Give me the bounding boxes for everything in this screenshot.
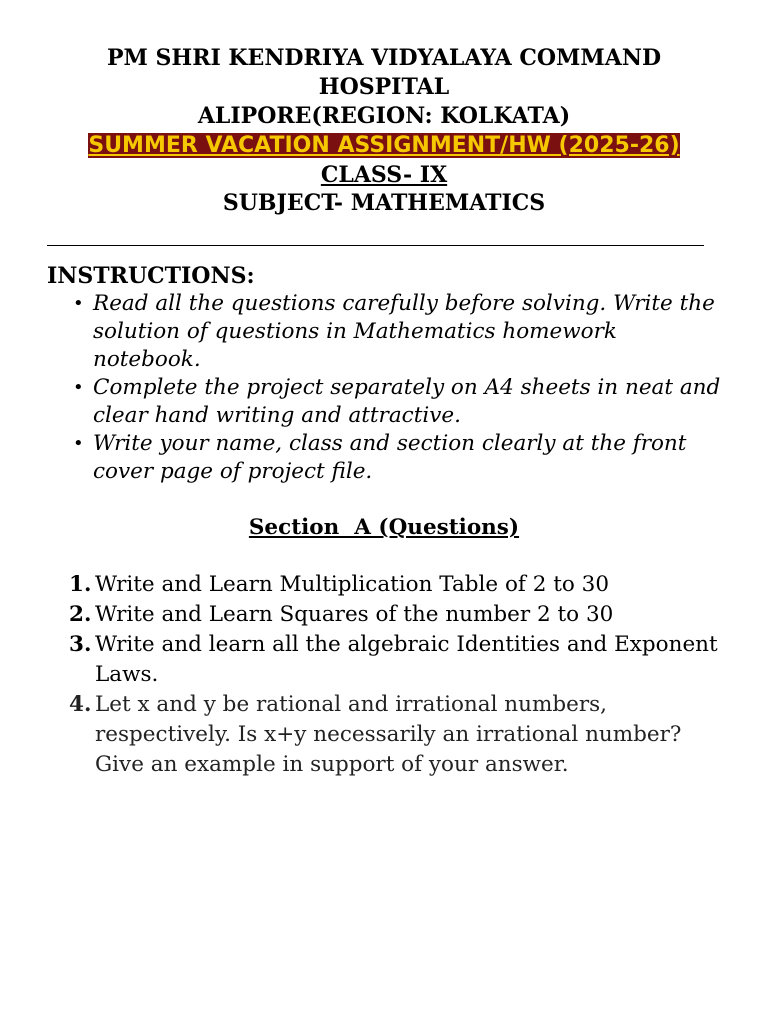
question-item bbox=[69, 570, 728, 600]
question-text: Let x and y be rational and irrational numbers, respectively. Is x+y necessarily an irrational number? Give an example in support of your answer. bbox=[95, 692, 682, 777]
subject-label: SUBJECT- MATHEMATICS bbox=[222, 190, 546, 216]
question-number: 1. bbox=[69, 572, 92, 597]
question-item bbox=[69, 690, 728, 780]
document-header bbox=[0, 0, 768, 217]
instruction-text: Complete the project separately on A4 sheets in neat and clear hand writing and attractive. bbox=[93, 375, 721, 428]
school-name: PM SHRI KENDRIYA VIDYALAYA COMMAND HOSPITAL bbox=[106, 45, 662, 100]
question-item bbox=[69, 630, 728, 690]
instruction-text: Read all the questions carefully before solving. Write the solution of questions in Mathematics homework notebook. bbox=[93, 291, 715, 372]
bullet-icon: • bbox=[73, 293, 84, 314]
question-text: Write and Learn Squares of the number 2 to 30 bbox=[95, 602, 614, 627]
assignment-title: SUMMER VACATION ASSIGNMENT/HW (2025-26) bbox=[88, 133, 680, 158]
school-location: ALIPORE(REGION: KOLKATA) bbox=[197, 103, 571, 129]
instruction-item bbox=[73, 430, 728, 486]
instructions-list bbox=[0, 290, 768, 486]
question-number: 3. bbox=[69, 632, 92, 657]
instructions-title: INSTRUCTIONS: bbox=[47, 263, 255, 289]
question-text: Write and learn all the algebraic Identities and Exponent Laws. bbox=[95, 632, 718, 687]
question-number: 4. bbox=[69, 692, 92, 717]
section-a-title: Section A (Questions) bbox=[248, 515, 520, 540]
instruction-item bbox=[73, 290, 728, 374]
header-divider bbox=[47, 217, 704, 246]
bullet-icon: • bbox=[73, 377, 84, 398]
bullet-icon: • bbox=[73, 433, 84, 454]
instruction-text: Write your name, class and section clearly at the front cover page of project file. bbox=[93, 431, 687, 484]
instruction-item bbox=[73, 374, 728, 430]
questions-list bbox=[0, 570, 768, 780]
question-item bbox=[69, 600, 728, 630]
question-text: Write and Learn Multiplication Table of 2 to 30 bbox=[95, 572, 610, 597]
question-number: 2. bbox=[69, 602, 92, 627]
assignment-title-wrap bbox=[58, 131, 710, 161]
class-label: CLASS- IX bbox=[320, 162, 448, 188]
